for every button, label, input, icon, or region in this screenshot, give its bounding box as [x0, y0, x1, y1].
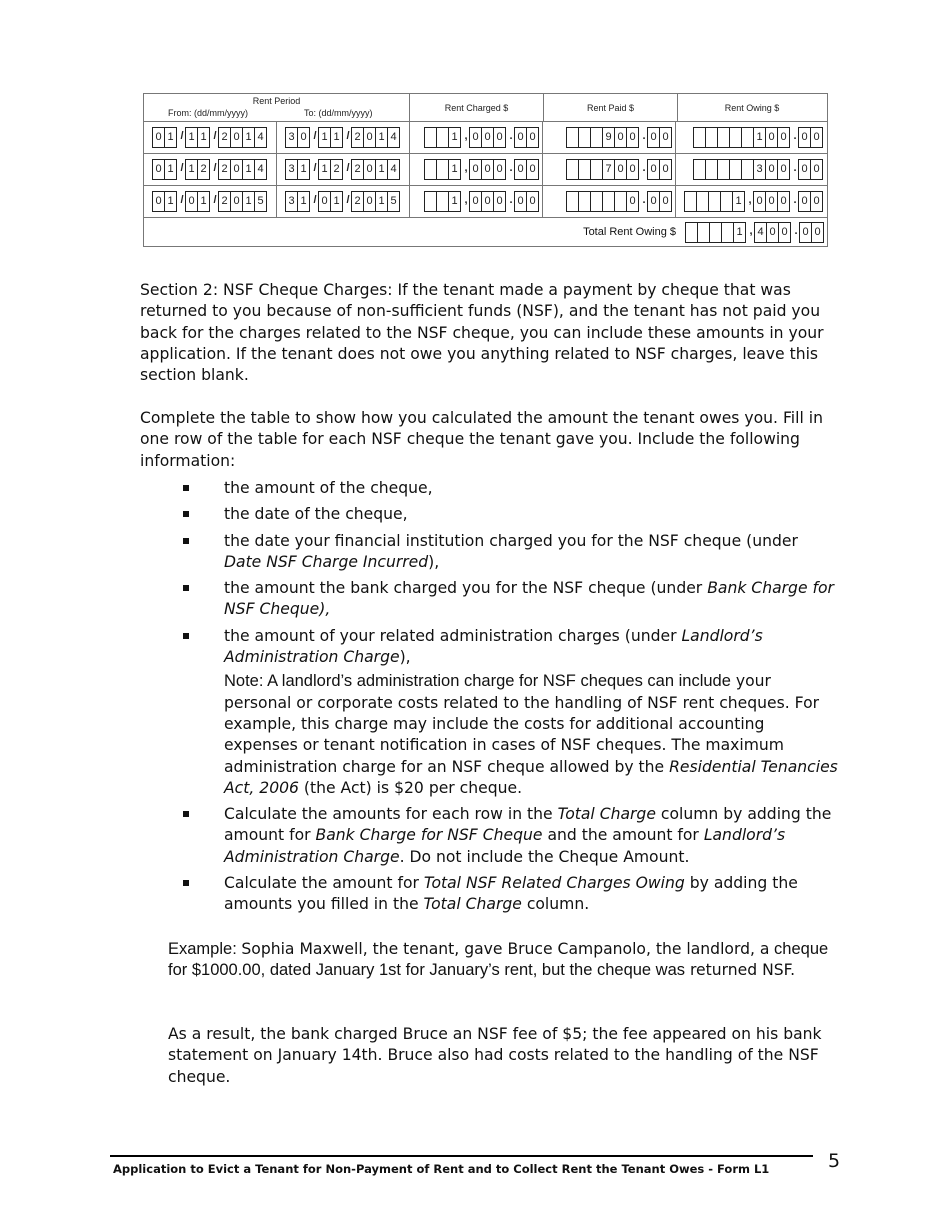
list-item-text: ), [428, 552, 440, 571]
section-2-heading: Section 2: NSF Cheque Charges: [140, 281, 393, 299]
digit-box: 2 [351, 159, 364, 180]
digit-box: 1 [733, 222, 746, 243]
digit-box: 0 [469, 159, 482, 180]
rent-paid-cell [543, 154, 676, 185]
digit-box: 0 [614, 127, 627, 148]
digit-box: 0 [152, 159, 165, 180]
instruction-list [140, 478, 840, 921]
digit-box: 2 [218, 127, 231, 148]
digit-box: 1 [318, 127, 331, 148]
separator: / [180, 130, 184, 142]
digit-box: 1 [448, 159, 461, 180]
separator: . [642, 162, 646, 174]
digit-box: 0 [230, 159, 243, 180]
example-paragraph-2: As a result, the bank charged Bruce an NSF fee of $5; the fee appeared on his bank statement on January 14th. Bruce also had costs related to the handling of the NSF cheque. [168, 1025, 822, 1086]
list-item-text: Calculate the amount for [224, 874, 424, 893]
page-number: 5 [828, 1150, 841, 1172]
separator: / [213, 194, 217, 206]
digit-box: 0 [152, 127, 165, 148]
list-item [140, 626, 840, 669]
digit-box: 0 [647, 127, 660, 148]
digit-box: 1 [375, 191, 388, 212]
digit-box: 1 [330, 191, 343, 212]
list-item [140, 504, 840, 525]
bullet-icon [183, 485, 189, 491]
list-item-text: . Do not include the Cheque Amount. [399, 847, 690, 866]
digit-box: 1 [197, 191, 210, 212]
digit-box: 0 [230, 191, 243, 212]
separator: . [509, 194, 513, 206]
list-item [140, 804, 840, 868]
note-text: your personal or corporate costs related to the handling of NSF rent cheques. For example, this charge may include the costs for additional accounting expenses or tenant notification in cases of NSF cheques. The maximum administration charge for an NSF cheque allowed by the [224, 672, 820, 776]
list-item-emphasis: Total Charge [557, 805, 656, 824]
example-text: Sophia Maxwell, the tenant, gave Bruce Campanolo, the landlord, a [241, 940, 770, 958]
digit-box: 0 [765, 127, 778, 148]
digit-box: 1 [448, 127, 461, 148]
separator: . [793, 130, 797, 142]
digit-box: 0 [363, 159, 376, 180]
bullet-icon [183, 511, 189, 517]
bullet-icon [183, 538, 189, 544]
table-row [144, 122, 827, 154]
digit-box: 0 [514, 159, 527, 180]
total-rent-owing-value [686, 222, 824, 243]
digit-box: 2 [351, 127, 364, 148]
list-item-text: and the amount for [542, 826, 704, 845]
digit-box: 1 [375, 159, 388, 180]
from-date-cell [144, 154, 277, 185]
digit-box: 1 [297, 191, 310, 212]
digit-box: 1 [197, 127, 210, 148]
digit-box: 3 [285, 127, 298, 148]
list-item-emphasis: Landlord’s Administration Charge [224, 826, 786, 866]
list-item [140, 531, 840, 574]
rent-owing-header: Rent Owing $ [724, 102, 780, 113]
separator: / [313, 194, 317, 206]
digit-box: 3 [285, 159, 298, 180]
to-label: To: (dd/mm/yyyy) [304, 108, 373, 118]
digit-box: 1 [242, 127, 255, 148]
rent-paid-header: Rent Paid $ [544, 94, 678, 121]
bullet-icon [183, 880, 189, 886]
example-paragraph [168, 939, 833, 982]
digit-box: 0 [798, 127, 811, 148]
list-item-text: the amount of the cheque, [224, 479, 433, 497]
list-item-emphasis: Total Charge [423, 895, 522, 914]
digit-box: 0 [363, 191, 376, 212]
digit-box: 0 [526, 127, 539, 148]
separator: / [346, 162, 350, 174]
digit-box: 0 [810, 159, 823, 180]
digit-box: 0 [810, 191, 823, 212]
digit-box: 0 [798, 159, 811, 180]
digit-box: 0 [493, 159, 506, 180]
from-label: From: (dd/mm/yyyy) [168, 108, 248, 118]
digit-box: 0 [765, 191, 778, 212]
digit-box: 0 [777, 159, 790, 180]
rent-paid-cell [543, 122, 676, 153]
separator: . [509, 130, 513, 142]
list-item-text: column by adding the amount for [224, 805, 832, 845]
digit-box: 0 [765, 159, 778, 180]
to-date-cell [277, 122, 410, 153]
digit-box: 0 [481, 159, 494, 180]
digit-box: 1 [375, 127, 388, 148]
rent-owing-cell [676, 122, 826, 153]
digit-box: 0 [230, 127, 243, 148]
digit-box: 0 [481, 191, 494, 212]
digit-box: 0 [318, 191, 331, 212]
rent-period-label: Rent Period [252, 96, 301, 106]
separator: . [642, 194, 646, 206]
digit-box: 1 [164, 127, 177, 148]
list-item [140, 478, 840, 499]
separator: / [180, 194, 184, 206]
digit-box: 0 [185, 191, 198, 212]
list-item-emphasis: Total NSF Related Charges Owing [423, 874, 685, 893]
separator: , [464, 162, 468, 174]
digit-box: 1 [185, 127, 198, 148]
digit-box: 0 [810, 127, 823, 148]
digit-box: 5 [254, 191, 267, 212]
digit-box: 1 [448, 191, 461, 212]
list-item-emphasis: Bank Charge for NSF Cheque), [224, 579, 834, 619]
digit-box: 0 [493, 127, 506, 148]
digit-box: 4 [254, 159, 267, 180]
digit-box: 0 [753, 191, 766, 212]
digit-box: 0 [811, 222, 824, 243]
list-item-text: the date of the cheque, [224, 505, 408, 524]
list-item-text: the date your financial institution charged you for the NSF cheque (under [224, 531, 798, 550]
list-item-text: Calculate the amounts for each row in the [224, 805, 558, 824]
digit-box: 0 [526, 159, 539, 180]
digit-box: 0 [647, 191, 660, 212]
footer-divider [110, 1155, 813, 1157]
digit-box: 0 [514, 127, 527, 148]
digit-box: 2 [197, 159, 210, 180]
total-rent-owing-label: Total Rent Owing $ [583, 226, 676, 238]
digit-box: 0 [766, 222, 779, 243]
from-date-cell [144, 122, 277, 153]
list-item-text: the amount the bank charged you for the NSF cheque (under [224, 579, 708, 598]
digit-box: 1 [185, 159, 198, 180]
to-date-cell [277, 154, 410, 185]
separator: . [509, 162, 513, 174]
digit-box: 2 [218, 191, 231, 212]
example-text: returned NSF. [685, 961, 796, 980]
digit-box: 0 [526, 191, 539, 212]
digit-box: 0 [659, 191, 672, 212]
list-item-text: column. [521, 895, 590, 914]
rent-owing-cell [676, 186, 826, 217]
digit-box: 1 [330, 127, 343, 148]
bullet-icon [183, 585, 189, 591]
digit-box: 1 [242, 159, 255, 180]
digit-box: 9 [602, 127, 615, 148]
digit-box: 3 [753, 159, 766, 180]
bullet-icon [183, 633, 189, 639]
example-label: Example: [168, 940, 242, 958]
digit-box: 0 [493, 191, 506, 212]
list-item [140, 873, 840, 916]
separator: , [748, 194, 752, 206]
digit-box: 0 [152, 191, 165, 212]
complete-table-paragraph: Complete the table to show how you calculated the amount the tenant owes you. Fill in one row of the table for each NSF cheque the tenant gave you. Include the following information: [140, 409, 823, 470]
from-date-cell [144, 186, 277, 217]
separator: / [313, 162, 317, 174]
note-lead: Note: A landlord’s administration charge for NSF cheques can include [224, 672, 731, 691]
list-item-text: the amount of your related administration charges (under [224, 626, 682, 645]
digit-box: 0 [481, 127, 494, 148]
digit-box: 4 [754, 222, 767, 243]
list-item-emphasis: Landlord’s Administration Charge [224, 626, 763, 667]
separator: / [346, 194, 350, 206]
digit-box: 0 [469, 127, 482, 148]
digit-box: 1 [753, 127, 766, 148]
digit-box: 0 [614, 159, 627, 180]
separator: , [464, 130, 468, 142]
table-row [144, 186, 827, 218]
separator: . [793, 194, 797, 206]
list-item [140, 578, 840, 621]
digit-box: 1 [732, 191, 745, 212]
separator: , [464, 194, 468, 206]
admin-charge-note [140, 671, 840, 799]
list-item-emphasis: Bank Charge for NSF Cheque [315, 826, 543, 845]
separator: / [213, 130, 217, 142]
digit-box: 0 [798, 191, 811, 212]
list-item-text: by adding the amounts you filled in the [224, 874, 798, 914]
digit-box: 1 [164, 159, 177, 180]
digit-box: 0 [469, 191, 482, 212]
digit-box: 3 [285, 191, 298, 212]
digit-box: 1 [297, 159, 310, 180]
digit-box: 1 [164, 191, 177, 212]
to-date-cell [277, 186, 410, 217]
separator: . [794, 224, 798, 237]
section-2-body: If the tenant made a payment by cheque that was returned to you because of non-sufficient funds (NSF), and the tenant has not paid you back for the charges related to the NSF cheque, you can include these amounts in your application. If the tenant does not owe you anything related to NSF charges, leave this section blank. [140, 281, 824, 385]
table-rows [144, 122, 827, 218]
digit-box: 1 [242, 191, 255, 212]
digit-box: 4 [387, 127, 400, 148]
bullet-icon [183, 811, 189, 817]
rent-charged-cell [410, 154, 543, 185]
digit-box: 0 [659, 159, 672, 180]
total-rent-owing-row [144, 218, 827, 246]
digit-box: 2 [330, 159, 343, 180]
note-act-name: Residential Tenancies Act, 2006 [224, 757, 838, 797]
rent-owing-cell [676, 154, 826, 185]
note-text-end: (the Act) is $20 per cheque. [298, 778, 523, 797]
digit-box: 0 [659, 127, 672, 148]
rent-charged-cell [410, 186, 543, 217]
rent-period-header [144, 94, 410, 121]
list-item-text: ), [399, 648, 411, 667]
separator: . [642, 130, 646, 142]
separator: , [749, 224, 753, 237]
digit-box: 4 [387, 159, 400, 180]
list-item-emphasis: Date NSF Charge Incurred [224, 552, 429, 571]
separator: / [213, 162, 217, 174]
digit-box: 0 [626, 159, 639, 180]
digit-box: 5 [387, 191, 400, 212]
table-row [144, 154, 827, 186]
separator: / [346, 130, 350, 142]
rent-owing-table [143, 93, 828, 247]
digit-box: 0 [777, 127, 790, 148]
digit-box: 0 [799, 222, 812, 243]
digit-box: 0 [626, 191, 639, 212]
separator: . [793, 162, 797, 174]
digit-box: 4 [254, 127, 267, 148]
digit-box: 1 [318, 159, 331, 180]
footer-title: Application to Evict a Tenant for Non-Payment of Rent and to Collect Rent the Tenant Owes - Form L1 [113, 1162, 770, 1176]
separator: / [180, 162, 184, 174]
digit-box: 2 [351, 191, 364, 212]
digit-box: 2 [218, 159, 231, 180]
rent-paid-cell [543, 186, 676, 217]
digit-box: 0 [363, 127, 376, 148]
digit-box: 0 [297, 127, 310, 148]
digit-box: 0 [514, 191, 527, 212]
digit-box: 0 [626, 127, 639, 148]
digit-box: 0 [647, 159, 660, 180]
rent-charged-cell [410, 122, 543, 153]
separator: / [313, 130, 317, 142]
table-header [144, 94, 827, 122]
example-text: cheque for $1000.00, dated January 1st for January’s rent, but the cheque was [168, 940, 829, 980]
digit-box: 7 [602, 159, 615, 180]
digit-box: 0 [778, 222, 791, 243]
section-2-intro [140, 280, 840, 386]
digit-box: 0 [777, 191, 790, 212]
rent-charged-header: Rent Charged $ [410, 94, 544, 121]
